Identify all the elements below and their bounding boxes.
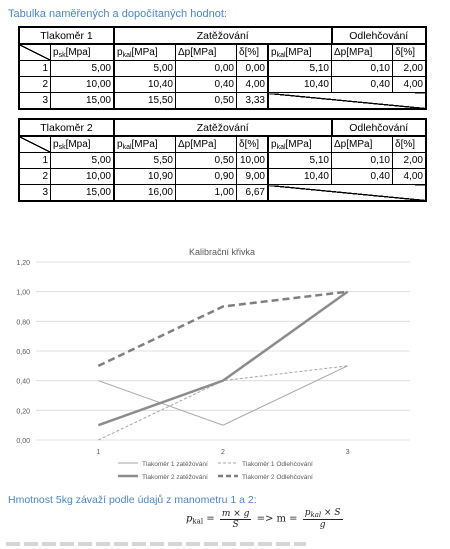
cell-pkal-unload: 5,10	[268, 61, 332, 77]
cell-delta: 4,00	[237, 77, 269, 93]
cell-psk: 5,00	[51, 61, 115, 77]
table-row	[19, 93, 426, 110]
empty-diagonal-cell	[268, 185, 426, 202]
gauge-2-loading-header: Zatěžování	[114, 119, 332, 136]
series-line-1	[98, 366, 347, 425]
gauge-2-unloading-header: Odlehčování	[332, 119, 427, 136]
cell-delta: 3,33	[237, 93, 269, 110]
legend-label: Tlakoměr 2 Odlehčování	[242, 474, 313, 481]
col-header-dp: Δp[MPa]	[176, 136, 237, 153]
legend-label: Tlakoměr 2 zatěžování	[142, 474, 208, 481]
cell-dp: 0,50	[176, 153, 237, 169]
cell-delta: 9,00	[237, 169, 269, 185]
col-header-pkal: $p_{kal}[MPa]$	[114, 44, 176, 61]
row-index: 2	[19, 169, 51, 185]
col-header-pkal-unload: $p_{kal}[MPa]$	[268, 44, 332, 61]
series-line-2	[98, 366, 347, 440]
fraction-1-numerator: m × g	[221, 508, 250, 519]
col-header-psk: $p_{sk}[Mpa]$	[51, 136, 115, 153]
formula-lhs-sub: kal	[192, 517, 204, 526]
formula-fraction-2	[303, 508, 343, 530]
cell-pkal-unload: 10,40	[268, 169, 332, 185]
table-row	[19, 153, 426, 169]
legend-label: Tlakoměr 1 zatěžování	[142, 461, 208, 468]
col-header-dp-unload: Δp[MPa]	[332, 136, 393, 153]
cell-dp: 0,90	[176, 169, 237, 185]
fraction-2-denominator: g	[319, 520, 326, 530]
col-header-dp-unload: Δp[MPa]	[332, 44, 393, 61]
series-line-3	[98, 292, 347, 426]
weight-formula	[186, 508, 345, 530]
cell-dp-unload: 0,10	[332, 61, 393, 77]
cell-psk: 10,00	[51, 77, 115, 93]
cell-dp-unload: 0,10	[332, 153, 393, 169]
cell-pkal: 5,00	[114, 61, 176, 77]
gauge-2-label: Tlakoměr 2	[19, 119, 114, 136]
gauge-1-label: Tlakoměr 1	[19, 27, 114, 44]
cell-dp: 1,00	[176, 185, 237, 202]
cell-dp: 0,00	[176, 61, 237, 77]
cell-dp: 0,50	[176, 93, 237, 110]
table-row	[19, 169, 426, 185]
cell-psk: 5,00	[51, 153, 115, 169]
table-row	[19, 185, 426, 202]
cell-delta-unload: 2,00	[393, 153, 427, 169]
row-index: 2	[19, 77, 51, 93]
x-tick-label: 1	[96, 449, 101, 456]
cell-psk: 15,00	[51, 185, 115, 202]
cell-dp-unload: 0,40	[332, 77, 393, 93]
row-index: 3	[19, 93, 51, 110]
table-row	[19, 77, 426, 93]
weight-heading: Hmotnost 5kg závaží podle údajů z manometru 1 a 2:	[8, 494, 257, 506]
y-tick-label: 0,80	[16, 319, 30, 327]
cell-delta: 0,00	[237, 61, 269, 77]
col-header-delta-unload: δ[%]	[393, 136, 427, 153]
row-index: 1	[19, 61, 51, 77]
fraction-2-numerator: $p_{kal} \times S$	[304, 508, 341, 519]
x-tick-label: 3	[345, 449, 350, 456]
y-tick-label: 0,40	[16, 378, 30, 386]
y-tick-label: 1,00	[16, 289, 30, 297]
row-index: 1	[19, 153, 51, 169]
legend-label: Tlakoměr 1 Odlehčování	[242, 461, 313, 468]
chart-title: Kalibrační křivka	[188, 247, 256, 257]
empty-diagonal-cell	[268, 93, 426, 110]
measurement-table-gauge-1	[18, 26, 427, 110]
series-line-4	[98, 292, 347, 366]
cell-pkal: 10,90	[114, 169, 176, 185]
row-index: 3	[19, 185, 51, 202]
cell-delta-unload: 4,00	[393, 169, 427, 185]
col-header-pkal: $p_{kal}[MPa]$	[114, 136, 176, 153]
col-header-pkal-unload: $p_{kal}[MPa]$	[268, 136, 332, 153]
cell-pkal: 10,40	[114, 77, 176, 93]
cell-delta: 6,67	[237, 185, 269, 202]
cell-pkal: 15,50	[114, 93, 176, 110]
cell-delta-unload: 2,00	[393, 61, 427, 77]
cell-psk: 15,00	[51, 93, 115, 110]
y-tick-label: 0,00	[16, 438, 30, 445]
x-tick-label: 2	[221, 449, 225, 456]
fraction-1-denominator: S	[232, 519, 239, 530]
diagonal-cell	[19, 44, 51, 61]
calibration-chart	[0, 230, 450, 485]
cell-pkal: 16,00	[114, 185, 176, 202]
cell-dp: 0,40	[176, 77, 237, 93]
measurement-table-gauge-2	[18, 118, 427, 202]
table-heading: Tabulka naměřených a dopočítaných hodnot:	[8, 8, 227, 20]
y-tick-label: 1,20	[16, 260, 30, 267]
y-tick-label: 0,60	[16, 349, 30, 356]
y-tick-label: 0,20	[16, 408, 30, 416]
formula-arrow: => m =	[256, 513, 298, 525]
gauge-1-loading-header: Zatěžování	[114, 27, 332, 44]
cell-pkal: 5,50	[114, 153, 176, 169]
cut-off-text-line	[6, 542, 306, 546]
col-header-dp: Δp[MPa]	[176, 44, 237, 61]
cell-pkal-unload: 10,40	[268, 77, 332, 93]
formula-lhs: p	[186, 513, 193, 525]
col-header-psk: $p_{sk}[Mpa]$	[51, 44, 115, 61]
cell-pkal-unload: 5,10	[268, 153, 332, 169]
col-header-delta-unload: δ[%]	[393, 44, 427, 61]
table-row	[19, 61, 426, 77]
gauge-1-unloading-header: Odlehčování	[332, 27, 427, 44]
cell-dp-unload: 0,40	[332, 169, 393, 185]
diagonal-cell	[19, 136, 51, 153]
formula-eq: =	[206, 513, 215, 525]
cell-delta-unload: 4,00	[393, 77, 427, 93]
col-header-delta: δ[%]	[237, 136, 269, 153]
formula-fraction-1	[220, 509, 252, 530]
cell-delta: 10,00	[237, 153, 269, 169]
col-header-delta: δ[%]	[237, 44, 269, 61]
cell-psk: 10,00	[51, 169, 115, 185]
